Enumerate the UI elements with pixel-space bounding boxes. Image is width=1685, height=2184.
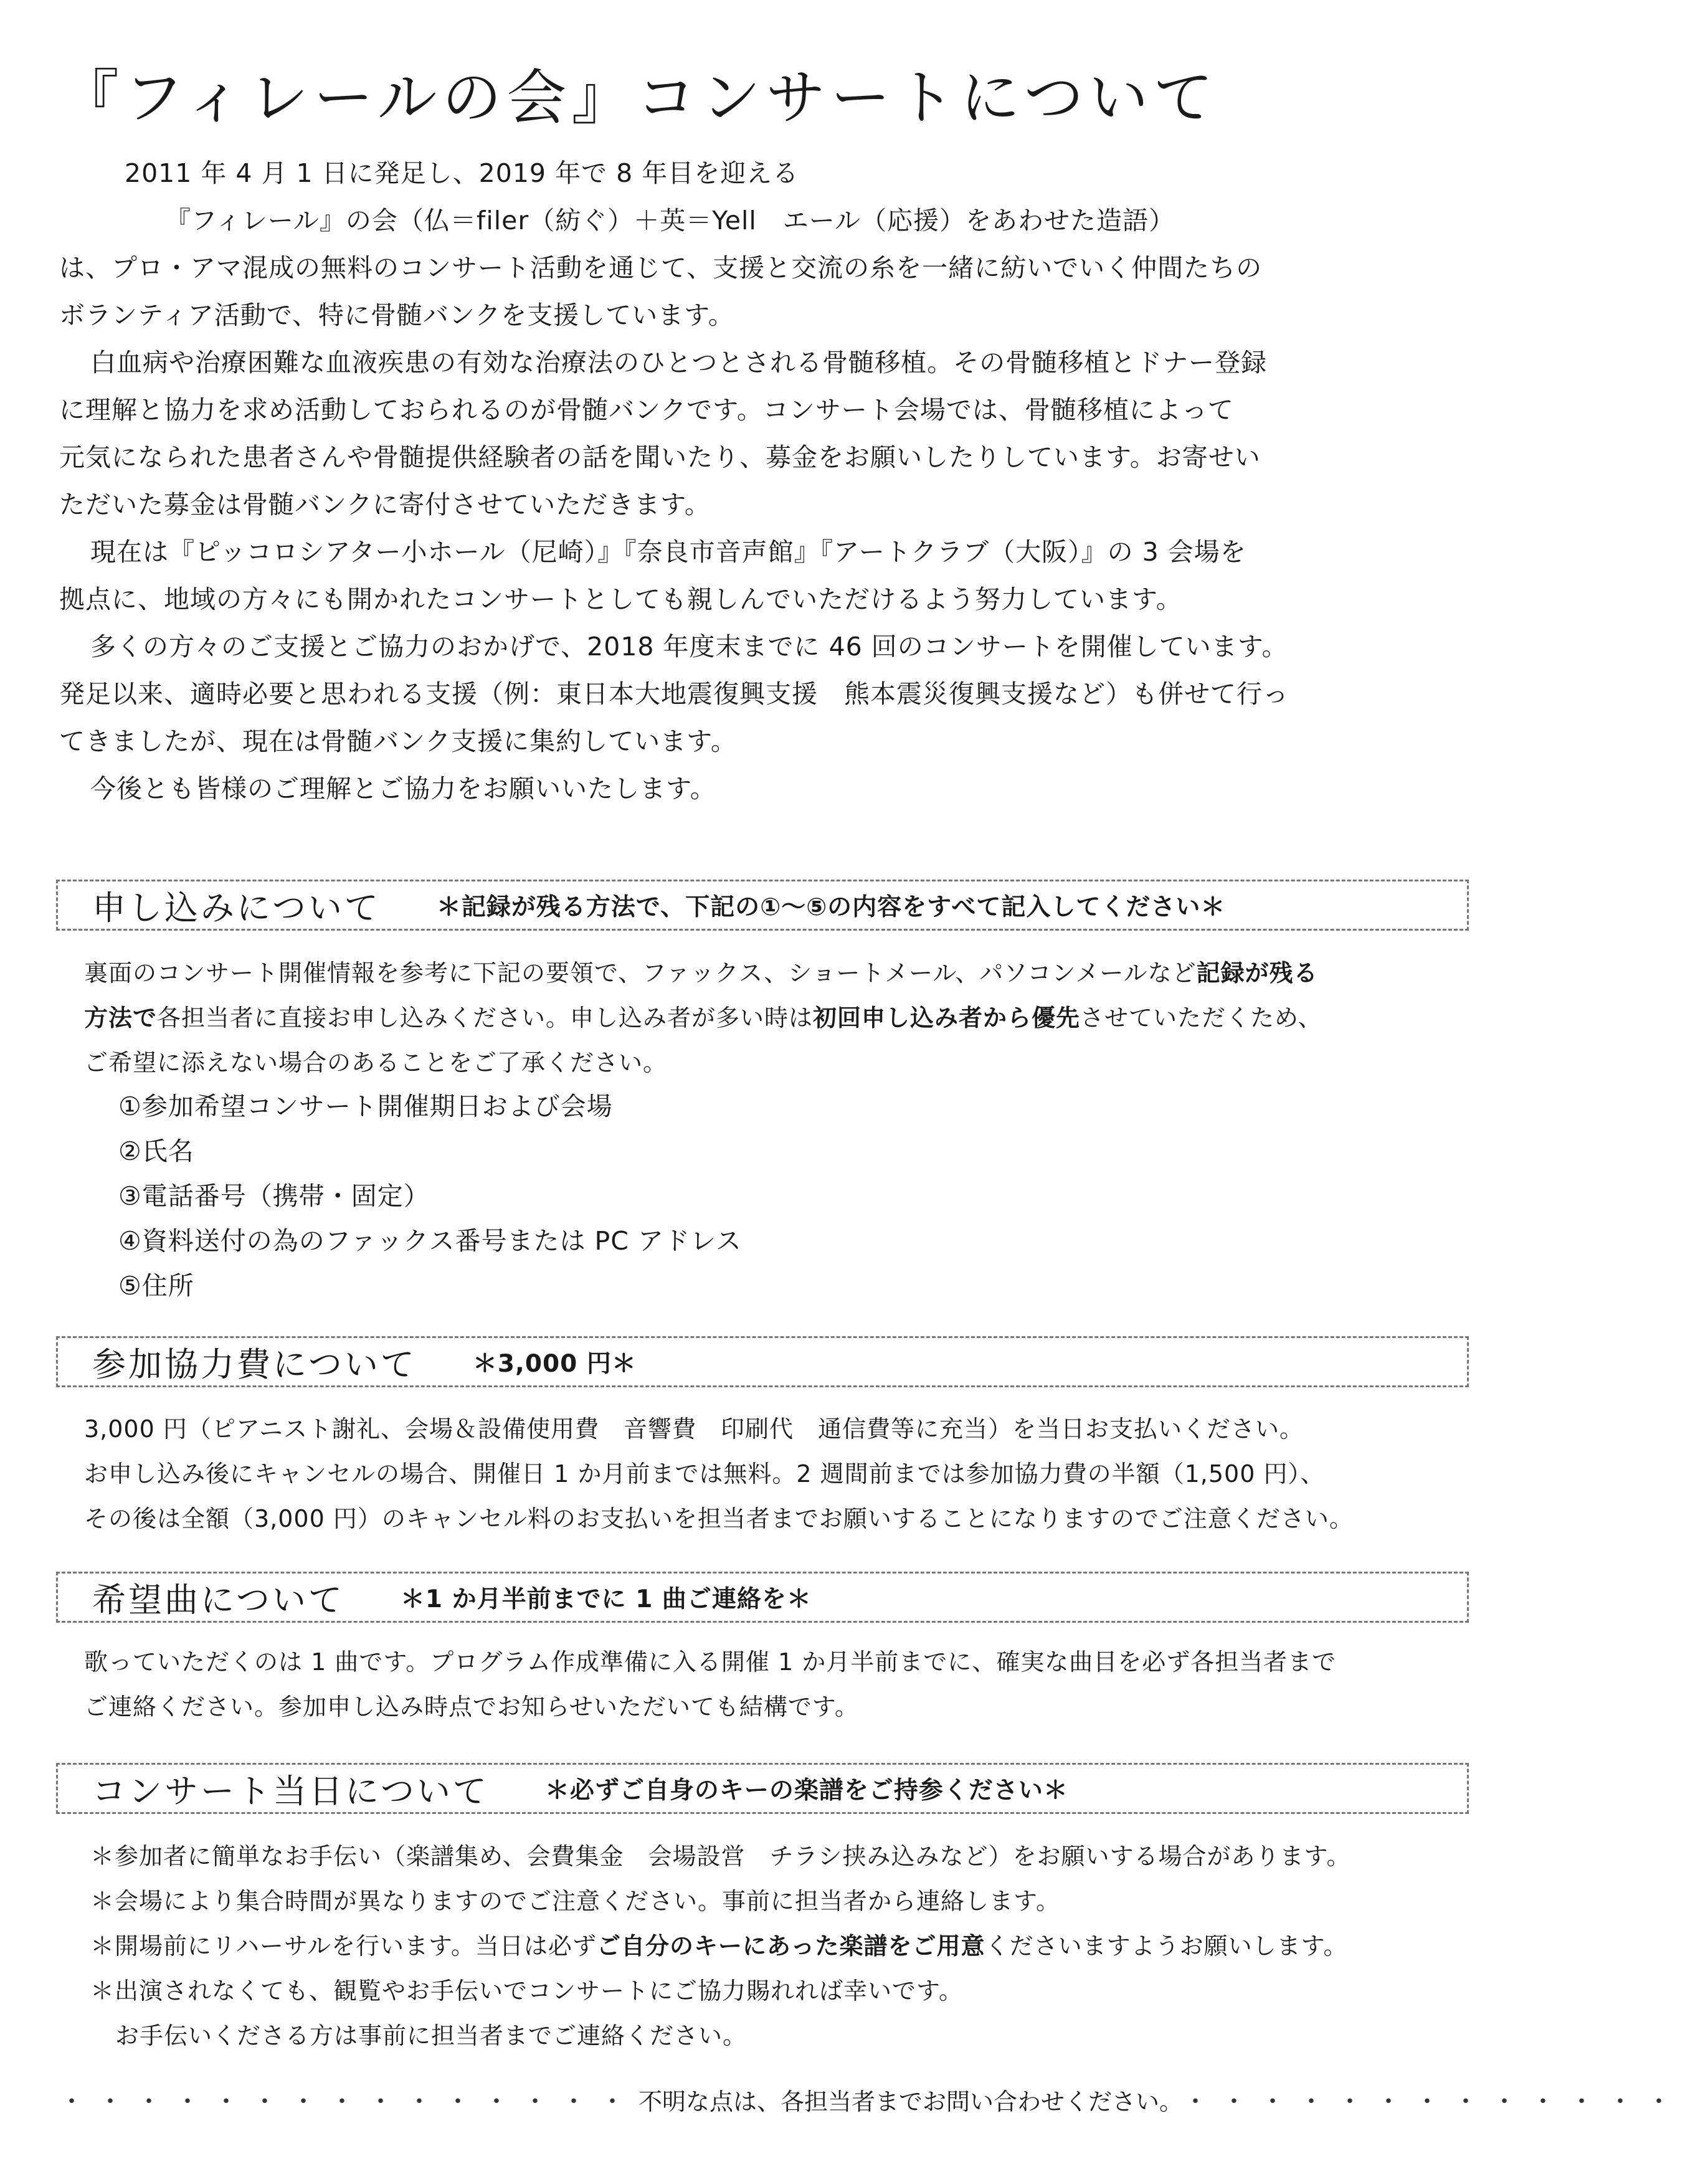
- apply-body-line: [84, 951, 1473, 995]
- apply-section-body: [84, 951, 1473, 1085]
- apply-body-text: 裏面のコンサート開催情報を参考に下記の要領で、ファックス、ショートメール、パソコンメールなど: [84, 959, 1197, 987]
- intro-line: 元気になられた患者さんや骨髄提供経験者の話を聞いたり、募金をお願いしたりしています。お寄せい: [59, 442, 1261, 472]
- day-body-text: くださいますようお願いします。: [985, 1932, 1348, 1960]
- footer-dots-left: ・・・・・・・・・・・・・・・: [59, 2087, 638, 2116]
- footer-dots-right: ・・・・・・・・・・・・・: [1183, 2087, 1685, 2116]
- day-section-body: [90, 1834, 1479, 2058]
- list-item: ⑤住所: [118, 1271, 194, 1301]
- page-title: 『フィレールの会』コンサートについて: [59, 63, 1218, 133]
- list-item: ④資料送付の為のファックス番号または PC アドレス: [118, 1226, 742, 1256]
- day-section-title: コンサート当日について: [92, 1771, 489, 1811]
- fee-section-body: [84, 1407, 1473, 1541]
- song-section-body: [84, 1640, 1473, 1729]
- intro-line: 拠点に、地域の方々にも開かれたコンサートとしても親しんでいただけるよう努力しています。: [59, 584, 1182, 614]
- apply-section-title: 申し込みについて: [92, 888, 381, 928]
- intro-line: は、プロ・アマ混成の無料のコンサート活動を通じて、支援と交流の糸を一緒に紡いでいく仲間たちの: [59, 253, 1263, 283]
- intro-line: 2011 年 4 月 1 日に発足し、2019 年で 8 年目を迎える: [125, 158, 799, 188]
- apply-body-text: 各担当者に直接お申し込みください。申し込み者が多い時は: [157, 1004, 814, 1032]
- fee-section-header: [56, 1336, 1469, 1387]
- list-item: ②氏名: [118, 1136, 194, 1166]
- intro-line: 多くの方々のご支援とご協力のおかげで、2018 年度末までに 46 回のコンサートを開催しています。: [90, 632, 1288, 662]
- apply-body-line: ご希望に添えない場合のあることをご了承ください。: [84, 1049, 668, 1076]
- fee-section-title: 参加協力費について: [92, 1344, 417, 1384]
- day-body-text: ＊開場前にリハーサルを行います。当日は必ず: [90, 1932, 597, 1960]
- day-body-line: お手伝いくださる方は事前に担当者までご連絡ください。: [115, 2022, 748, 2049]
- apply-body-emphasis: 方法で: [84, 1004, 158, 1032]
- intro-line: に理解と協力を求め活動しておられるのが骨髄バンクです。コンサート会場では、骨髄移植によって: [59, 395, 1234, 425]
- apply-body-line: [84, 995, 1473, 1040]
- intro-line: 現在は『ピッコロシアター小ホール（尼崎）』『奈良市音声館』『アートクラブ（大阪）』の 3 会場を: [90, 537, 1246, 567]
- day-body-line: ＊出演されなくても、観覧やお手伝いでコンサートにご協力賜れれば幸いです。: [90, 1977, 963, 2005]
- footer-text: 不明な点は、各担当者までお問い合わせください。: [638, 2088, 1184, 2115]
- fee-body-line: 3,000 円（ピアニスト謝礼、会場＆設備使用費 音響費 印刷代 通信費等に充当）を当日お支払いください。: [84, 1415, 1304, 1443]
- intro-line: ボランティア活動で、特に骨髄バンクを支援しています。: [59, 300, 734, 330]
- apply-items-list: [118, 1084, 742, 1308]
- day-body-line: [90, 1924, 1479, 1968]
- day-section-header: [56, 1763, 1469, 1814]
- list-item: ③電話番号（携帯・固定）: [118, 1181, 430, 1211]
- song-body-line: 歌っていただくのは 1 曲です。プログラム作成準備に入る開催 1 か月半前までに、確実な曲目を必ず各担当者まで: [84, 1648, 1337, 1676]
- day-section-note: ＊必ずご自身のキーの楽譜をご持参ください＊: [544, 1777, 1068, 1805]
- fee-body-line: その後は全額（3,000 円）のキャンセル料のお支払いを担当者までお願いすることになりますのでご注意ください。: [84, 1505, 1354, 1532]
- apply-section-header: [56, 880, 1469, 931]
- intro-line: 今後とも皆様のご理解とご協力をお願いいたします。: [90, 774, 716, 804]
- intro-line: 発足以来、適時必要と思われる支援（例：東日本大地震復興支援 熊本震災復興支援など）も併せて行っ: [59, 679, 1289, 709]
- day-body-line: ＊参加者に簡単なお手伝い（楽譜集め、会費集金 会場設営 チラシ挟み込みなど）をお願いする場合があります。: [90, 1843, 1351, 1870]
- fee-section-note: ＊3,000 円＊: [472, 1350, 637, 1378]
- apply-body-emphasis: 記録が残る: [1196, 959, 1318, 987]
- song-section-title: 希望曲について: [92, 1580, 344, 1620]
- song-section-header: [56, 1572, 1469, 1623]
- apply-body-text: させていただくため、: [1080, 1004, 1322, 1032]
- intro-line: てきましたが、現在は骨髄バンク支援に集約しています。: [59, 726, 737, 756]
- intro-line: ただいた募金は骨髄バンクに寄付させていただきます。: [59, 490, 711, 520]
- fee-body-line: お申し込み後にキャンセルの場合、開催日 1 か月前までは無料。2 週間前までは参加協力費の半額（1,500 円）、: [84, 1460, 1325, 1488]
- intro-line: 白血病や治療困難な血液疾患の有効な治療法のひとつとされる骨髄移植。その骨髄移植とドナー登録: [90, 348, 1268, 377]
- day-body-line: ＊会場により集合時間が異なりますのでご注意ください。事前に担当者から連絡します。: [90, 1887, 1060, 1915]
- song-body-line: ご連絡ください。参加申し込み時点でお知らせいただいても結構です。: [84, 1693, 859, 1721]
- song-section-note: ＊1 か月半前までに 1 曲ご連絡を＊: [400, 1585, 812, 1613]
- footer: [59, 2082, 1685, 2117]
- apply-body-emphasis: 初回申し込み者から優先: [813, 1004, 1081, 1032]
- intro-section: [59, 150, 1448, 812]
- apply-section-note: ＊記録が残る方法で、下記の①～⑤の内容をすべて記入してください＊: [436, 893, 1226, 921]
- list-item: ①参加希望コンサート開催期日および会場: [118, 1091, 613, 1121]
- intro-line: 『フィレール』の会（仏＝filer（紡ぐ）＋英＝Yell エール（応援）をあわせた造語）: [165, 206, 1175, 235]
- day-body-emphasis: ご自分のキーにあった楽譜をご用意: [596, 1932, 985, 1960]
